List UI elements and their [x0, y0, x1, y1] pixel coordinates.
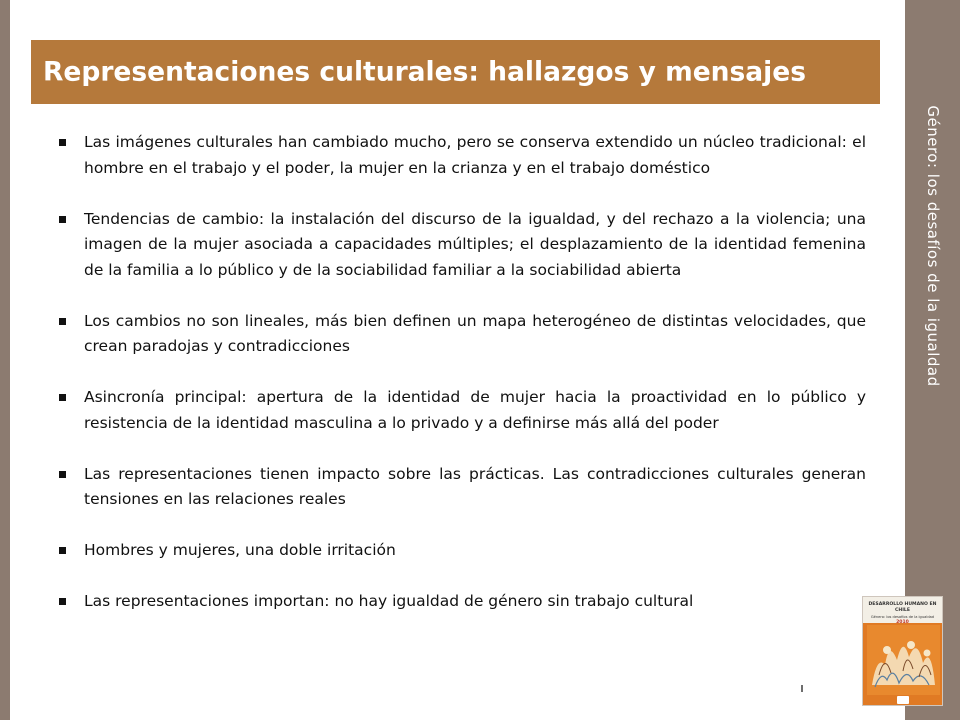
- square-bullet-icon: [59, 547, 66, 554]
- square-bullet-icon: [59, 471, 66, 478]
- bullet-item: [58, 462, 866, 513]
- bullet-item: [58, 538, 866, 564]
- bullet-text: Los cambios no son lineales, más bien definen un mapa heterogéneo de distintas velocidades, que crean paradojas y contradicciones: [84, 311, 866, 355]
- bullet-text: Las imágenes culturales han cambiado mucho, pero se conserva extendido un núcleo tradicional: el hombre en el trabajo y el poder, la mujer en la crianza y en el trabajo doméstico: [84, 133, 866, 177]
- square-bullet-icon: [59, 394, 66, 401]
- bullet-text: Tendencias de cambio: la instalación del discurso de la igualdad, y del rechazo a la violencia; una imagen de la mujer asociada a capacidades múltiples; el desplazamiento de la identidad femenina de la familia a lo público y de la sociabilidad familiar a la sociabilidad abierta: [84, 209, 866, 279]
- square-bullet-icon: [59, 139, 66, 146]
- book-cover-image: [862, 596, 943, 706]
- slide-mark: [801, 685, 803, 692]
- left-edge-strip: [0, 0, 10, 720]
- bullet-text: Las representaciones importan: no hay igualdad de género sin trabajo cultural: [84, 592, 694, 610]
- bullet-item: [58, 130, 866, 181]
- square-bullet-icon: [59, 598, 66, 605]
- bullet-text: Las representaciones tienen impacto sobre las prácticas. Las contradicciones culturales generan tensiones en las relaciones reales: [84, 464, 866, 508]
- square-bullet-icon: [59, 216, 66, 223]
- bullet-list: [58, 130, 866, 640]
- title-bar: [31, 40, 880, 104]
- square-bullet-icon: [59, 318, 66, 325]
- book-cover-header: [863, 597, 942, 623]
- book-cover-title: DESARROLLO HUMANO EN CHILE: [868, 602, 937, 613]
- slide-title: Representaciones culturales: hallazgos y mensajes: [43, 56, 807, 88]
- bullet-item: [58, 589, 866, 615]
- bullet-text: Hombres y mujeres, una doble irritación: [84, 541, 396, 559]
- book-cover-logo: [897, 696, 909, 704]
- book-cover-illustration: [867, 625, 940, 695]
- bullet-item: [58, 385, 866, 436]
- book-cover-year: 2010: [896, 620, 909, 625]
- side-title-text: Género: los desafíos de la igualdad: [923, 105, 942, 387]
- bullet-item: [58, 309, 866, 360]
- bullet-text: Asincronía principal: apertura de la identidad de mujer hacia la proactividad en lo público y resistencia de la identidad masculina a lo privado y a definirse más allá del poder: [84, 388, 866, 432]
- book-cover-subtitle: Género: los desafíos de la igualdad: [870, 615, 935, 619]
- bullet-item: [58, 207, 866, 284]
